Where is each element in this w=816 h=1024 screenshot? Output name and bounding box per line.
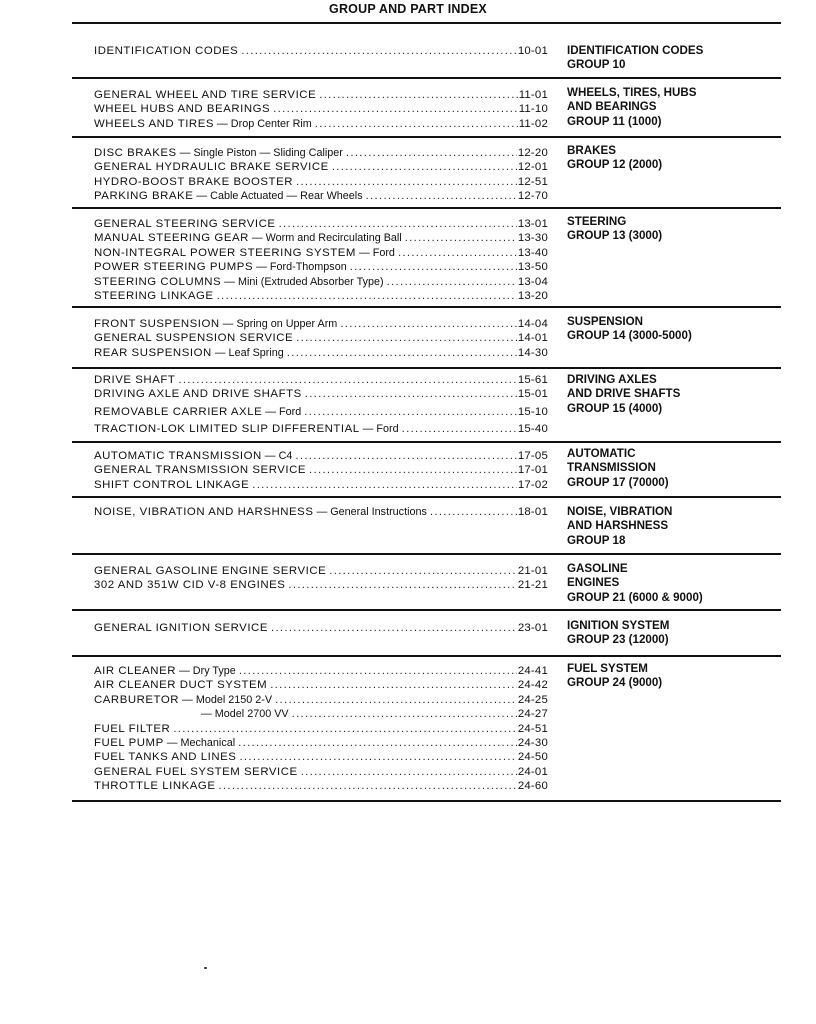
page-title: GROUP AND PART INDEX [329, 2, 487, 16]
entry-subtitle: — General Instructions [313, 506, 427, 518]
entry-page-number: 14-04 [517, 318, 548, 330]
entry-title [94, 289, 214, 303]
dot-leader [267, 678, 517, 692]
group-label-line: WHEELS, TIRES, HUBS [567, 86, 697, 99]
entry-page-number: 17-05 [517, 450, 548, 462]
section-divider [72, 496, 781, 498]
group-label-line: GROUP 13 (3000) [567, 229, 663, 243]
dot-leader [363, 189, 517, 203]
index-entry [94, 463, 548, 477]
entry-title [94, 779, 215, 793]
entry-title [94, 260, 347, 274]
entry-title-main: GENERAL TRANSMISSION SERVICE [94, 464, 307, 477]
entry-title-main: AUTOMATIC TRANSMISSION [94, 450, 262, 462]
entry-list [94, 505, 548, 519]
entry-title [94, 678, 267, 692]
dot-leader [329, 160, 517, 174]
dot-leader [215, 779, 516, 793]
entry-title [94, 331, 293, 345]
group-label-line: GROUP 11 (1000) [567, 114, 662, 128]
entry-page-number: 24-25 [517, 693, 548, 706]
group-label-line: SUSPENSION [567, 315, 644, 328]
group-label-line: AND DRIVE SHAFTS [567, 387, 681, 401]
entry-title [94, 160, 329, 174]
entry-title-main: FUEL FILTER [94, 722, 171, 735]
dot-leader [289, 707, 517, 721]
entry-title [94, 373, 175, 387]
entry-page-number: 17-02 [517, 478, 548, 491]
dot-leader [298, 765, 517, 779]
dot-leader [347, 260, 517, 274]
section-divider [72, 136, 781, 138]
index-entry [94, 331, 548, 345]
dot-leader [276, 217, 517, 231]
index-entry [94, 765, 548, 779]
group-label [567, 505, 781, 548]
entry-title-main: SHIFT CONTROL LINKAGE [94, 478, 250, 491]
entry-page-number: 13-20 [517, 289, 548, 302]
entry-subtitle: — Ford [359, 423, 399, 436]
entry-title [94, 146, 343, 160]
entry-title [94, 765, 298, 779]
entry-page-number: 13-01 [517, 218, 548, 230]
index-entry [94, 102, 548, 116]
dot-leader [343, 146, 517, 160]
entry-subtitle: — Model 2150 2-V [179, 693, 273, 706]
entry-title-main: GENERAL SUSPENSION SERVICE [94, 332, 294, 345]
entry-subtitle: — Mechanical [163, 736, 236, 749]
index-entry [94, 246, 548, 260]
stray-mark [204, 967, 207, 969]
entry-title-main: GENERAL HYDRAULIC BRAKE SERVICE [94, 161, 329, 174]
index-entry [94, 44, 548, 58]
index-entry [94, 231, 548, 245]
entry-title-main: TRACTION-LOK LIMITED SLIP DIFFERENTIAL [94, 423, 360, 436]
group-label-line: FUEL SYSTEM [567, 662, 648, 675]
index-entry [94, 578, 548, 592]
index-entry [94, 146, 548, 160]
entry-subtitle: — C4 [261, 450, 293, 462]
entry-page-number: 12-51 [517, 175, 548, 188]
section-divider [72, 800, 781, 802]
entry-title [94, 722, 170, 736]
entry-title-main: STEERING COLUMNS [94, 275, 222, 288]
entry-page-number: 12-01 [517, 161, 548, 174]
entry-page-number: 17-01 [517, 464, 548, 477]
entry-title-main: AIR CLEANER DUCT SYSTEM [94, 679, 268, 692]
dot-leader [272, 693, 517, 707]
entry-page-number: 21-01 [517, 565, 548, 577]
entry-title [94, 189, 363, 203]
entry-title [94, 117, 312, 131]
entry-page-number: 11-01 [518, 89, 548, 101]
entry-page-number: 13-50 [517, 261, 548, 274]
entry-subtitle: — Worm and Recirculating Ball [248, 232, 402, 245]
entry-page-number: 15-01 [517, 388, 548, 401]
entry-list [94, 317, 548, 360]
index-entry [94, 317, 548, 331]
index-entry [94, 621, 548, 635]
entry-title [94, 405, 301, 419]
dot-leader [337, 317, 517, 331]
dot-leader [301, 405, 517, 419]
group-label-line: GROUP 18 [567, 533, 626, 547]
entry-page-number: 13-04 [517, 275, 548, 288]
entry-title-main: IDENTIFICATION CODES [94, 45, 239, 57]
index-entry [94, 88, 548, 102]
entry-subtitle: — Spring on Upper Arm [219, 318, 338, 330]
entry-title [94, 422, 399, 436]
index-entry [94, 693, 548, 707]
section-divider [72, 77, 781, 79]
entry-title-main: GENERAL IGNITION SERVICE [94, 622, 268, 634]
entry-title [94, 275, 384, 289]
group-label [567, 215, 781, 244]
entry-subtitle: — Ford [262, 405, 302, 418]
entry-title-main: FRONT SUSPENSION [94, 318, 220, 330]
group-label-line: GROUP 12 (2000) [567, 158, 663, 172]
index-entry [94, 678, 548, 692]
index-entry [94, 175, 548, 189]
entry-title-main: AIR CLEANER [94, 665, 177, 677]
index-entry [94, 387, 548, 401]
entry-title [94, 246, 395, 260]
entry-subtitle: — Model 2700 VV [201, 708, 289, 721]
entry-page-number: 11-10 [518, 103, 548, 116]
dot-leader [284, 346, 517, 360]
entry-list [94, 373, 548, 437]
entry-title-main: NON-INTEGRAL POWER STEERING SYSTEM [94, 246, 356, 259]
entry-title-main: DRIVING AXLE AND DRIVE SHAFTS [94, 388, 302, 401]
entry-page-number: 18-01 [517, 506, 548, 518]
entry-page-number: 24-41 [517, 665, 548, 677]
entry-title [94, 346, 284, 360]
index-entry [94, 779, 548, 793]
entry-page-number: 11-02 [518, 117, 548, 130]
group-label-line: GROUP 21 (6000 & 9000) [567, 590, 703, 604]
index-entry [94, 707, 548, 721]
entry-page-number: 24-30 [517, 736, 548, 749]
entry-list [94, 564, 548, 593]
entry-subtitle: — Ford-Thompson [253, 261, 347, 274]
index-entry [94, 373, 548, 387]
group-label [567, 447, 781, 490]
entry-list [94, 217, 548, 303]
entry-subtitle: — Cable Actuated — Rear Wheels [193, 190, 363, 203]
entry-page-number: 13-40 [517, 246, 548, 259]
entry-title [94, 463, 306, 477]
entry-page-number: 14-01 [517, 332, 548, 345]
entry-list [94, 146, 548, 204]
entry-title-main: THROTTLE LINKAGE [94, 780, 216, 793]
entry-page-number: 24-42 [517, 679, 548, 692]
entry-title-main: GENERAL GASOLINE ENGINE SERVICE [94, 565, 327, 577]
dot-leader [316, 88, 517, 102]
section-divider [72, 306, 781, 308]
index-entry [94, 289, 548, 303]
entry-title [94, 449, 292, 463]
group-label-line: GROUP 17 (70000) [567, 475, 669, 489]
group-label-line: IDENTIFICATION CODES [567, 44, 704, 57]
entry-title [94, 317, 337, 331]
group-label-line: GROUP 15 (4000) [567, 401, 663, 415]
dot-leader [427, 505, 517, 519]
entry-page-number: 24-01 [517, 765, 548, 778]
entry-title-main: FUEL TANKS AND LINES [94, 751, 237, 764]
index-entry [94, 505, 548, 519]
entry-page-number: 24-60 [517, 780, 548, 793]
index-entry [94, 750, 548, 764]
dot-leader [399, 422, 517, 436]
group-label-line: IGNITION SYSTEM [567, 619, 670, 632]
dot-leader [293, 331, 517, 345]
entry-page-number: 10-01 [517, 45, 548, 57]
entry-title-main: DRIVE SHAFT [94, 374, 176, 386]
entry-page-number: 24-27 [517, 708, 548, 721]
entry-page-number: 12-70 [517, 190, 548, 203]
entry-title [94, 175, 293, 189]
entry-page-number: 23-01 [517, 622, 548, 634]
dot-leader [293, 175, 517, 189]
entry-title [94, 578, 285, 592]
group-label-line: DRIVING AXLES [567, 373, 657, 386]
group-label [567, 86, 781, 129]
group-label [567, 44, 781, 73]
dot-leader [312, 117, 518, 131]
entry-page-number: 15-40 [517, 423, 548, 436]
entry-title [94, 664, 236, 678]
entry-subtitle: — Single Piston — Sliding Caliper [176, 147, 343, 159]
entry-page-number: 12-20 [517, 147, 548, 159]
group-label-line: GROUP 14 (3000-5000) [567, 329, 692, 343]
section-divider [72, 367, 781, 369]
entry-title-main: MANUAL STEERING GEAR [94, 232, 249, 245]
dot-leader [236, 664, 517, 678]
entry-title [94, 478, 249, 492]
entry-title [94, 102, 270, 116]
entry-title [94, 750, 236, 764]
entry-title-main: PARKING BRAKE [94, 190, 194, 203]
entry-list [94, 664, 548, 794]
entry-page-number: 21-21 [517, 579, 548, 592]
index-entry [94, 117, 548, 131]
entry-list [94, 88, 548, 131]
entry-list [94, 621, 548, 635]
group-label [567, 562, 781, 605]
index-entry [94, 189, 548, 203]
index-entry [94, 478, 548, 492]
dot-leader [235, 736, 517, 750]
group-label-line: GASOLINE [567, 562, 628, 575]
group-label-line: NOISE, VIBRATION [567, 505, 673, 518]
entry-subtitle: — Leaf Spring [211, 346, 284, 359]
dot-leader [175, 373, 516, 387]
index-entry [94, 449, 548, 463]
dot-leader [302, 387, 517, 401]
entry-title [94, 387, 302, 401]
entry-title-main: REMOVABLE CARRIER AXLE [94, 405, 263, 418]
entry-page-number: 13-30 [517, 232, 548, 245]
dot-leader [306, 463, 517, 477]
entry-title [94, 707, 289, 721]
entry-title-main: WHEEL HUBS AND BEARINGS [94, 103, 271, 116]
entry-title-main: DISC BRAKES [94, 147, 177, 159]
entry-page-number: 24-50 [517, 751, 548, 764]
group-label [567, 619, 781, 648]
dot-leader [395, 246, 517, 260]
group-label-line: AUTOMATIC [567, 447, 636, 460]
entry-title [94, 44, 238, 58]
entry-subtitle: — Ford [355, 246, 395, 259]
entry-title-main: HYDRO-BOOST BRAKE BOOSTER [94, 175, 293, 188]
section-divider [72, 553, 781, 555]
dot-leader [384, 275, 517, 289]
dot-leader [238, 44, 517, 58]
entry-title [94, 505, 427, 519]
index-entry [94, 275, 548, 289]
index-entry [94, 664, 548, 678]
index-entry [94, 160, 548, 174]
entry-title-main: GENERAL FUEL SYSTEM SERVICE [94, 765, 298, 778]
index-entry [94, 346, 548, 360]
group-label-line: GROUP 24 (9000) [567, 676, 663, 690]
entry-title-main: GENERAL STEERING SERVICE [94, 218, 276, 230]
entry-title-main: NOISE, VIBRATION AND HARSHNESS [94, 506, 314, 518]
entry-title [94, 88, 316, 102]
group-label [567, 373, 781, 416]
section-divider [72, 207, 781, 209]
dot-leader [270, 102, 518, 116]
index-entry [94, 217, 548, 231]
group-label-line: ENGINES [567, 576, 620, 590]
entry-page-number: 24-51 [517, 722, 548, 735]
dot-leader [285, 578, 516, 592]
entry-title-main: REAR SUSPENSION [94, 346, 212, 359]
dot-leader [268, 621, 517, 635]
section-divider [72, 655, 781, 657]
index-entry [94, 564, 548, 578]
entry-list [94, 44, 548, 58]
group-label-line: AND HARSHNESS [567, 519, 669, 533]
dot-leader [236, 750, 516, 764]
entry-title [94, 621, 268, 635]
entry-page-number: 14-30 [517, 346, 548, 359]
entry-title-main: GENERAL WHEEL AND TIRE SERVICE [94, 89, 317, 101]
entry-title-main: CARBURETOR [94, 693, 180, 706]
entry-title-main: STEERING LINKAGE [94, 289, 214, 302]
entry-title [94, 231, 402, 245]
entry-title-main: 302 AND 351W CID V-8 ENGINES [94, 579, 286, 592]
dot-leader [249, 478, 517, 492]
index-entry [94, 722, 548, 736]
entry-page-number: 15-61 [517, 374, 548, 386]
entry-title [94, 217, 276, 231]
group-label-line: GROUP 23 (12000) [567, 633, 669, 647]
index-entry [94, 405, 548, 419]
group-label-line: BRAKES [567, 144, 616, 157]
entry-subtitle: — Drop Center Rim [214, 117, 312, 130]
group-label [567, 315, 781, 344]
title-rule [72, 22, 781, 24]
dot-leader [402, 231, 517, 245]
group-label-line: GROUP 10 [567, 58, 626, 72]
group-label [567, 144, 781, 173]
dot-leader [214, 289, 517, 303]
section-divider [72, 441, 781, 443]
entry-subtitle: — Dry Type [176, 665, 236, 677]
group-label [567, 662, 781, 691]
group-label-line: TRANSMISSION [567, 461, 656, 475]
group-label-line: AND BEARINGS [567, 100, 657, 114]
entry-list [94, 449, 548, 492]
dot-leader [326, 564, 517, 578]
entry-title [94, 564, 326, 578]
entry-title-main: FUEL PUMP [94, 736, 164, 749]
section-divider [72, 609, 781, 611]
entry-title-main: POWER STEERING PUMPS [94, 261, 254, 274]
index-entry [94, 736, 548, 750]
index-entry [94, 422, 548, 436]
group-label-line: STEERING [567, 215, 627, 228]
entry-page-number: 15-10 [517, 405, 548, 418]
dot-leader [170, 722, 517, 736]
entry-title [94, 693, 272, 707]
entry-subtitle: — Mini (Extruded Absorber Type) [221, 275, 384, 288]
entry-title-main: WHEELS AND TIRES [94, 117, 214, 130]
index-entry [94, 260, 548, 274]
dot-leader [292, 449, 516, 463]
entry-title [94, 736, 235, 750]
